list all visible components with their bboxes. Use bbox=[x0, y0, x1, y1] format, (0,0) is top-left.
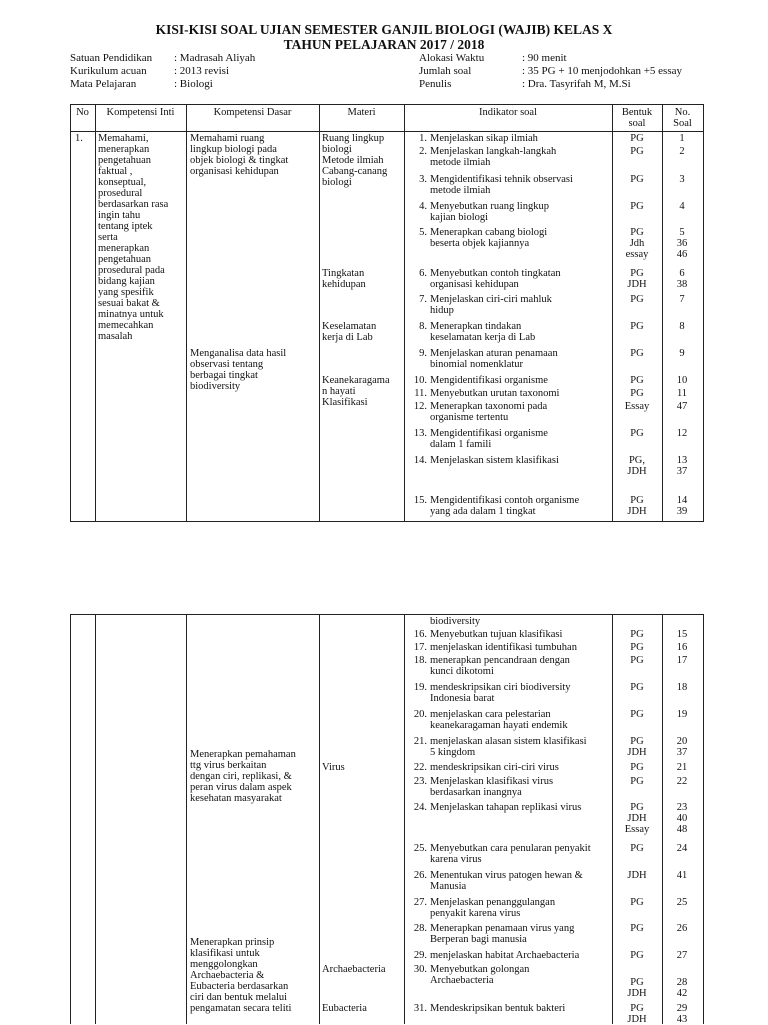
indicator-text: Menerapkan penamaan virus yang Berperan bagi manusia bbox=[430, 923, 575, 945]
bentuk-soal: JDH bbox=[627, 870, 647, 881]
bentuk-soal: PG bbox=[630, 682, 644, 693]
nomor-soal: 10 bbox=[676, 375, 688, 386]
indicator-number: 24. bbox=[413, 802, 427, 813]
indicator-text: Menyebutkan contoh tingkatan organisasi kehidupan bbox=[430, 268, 561, 290]
bentuk-soal: PG bbox=[630, 174, 644, 185]
nomor-soal: 8 bbox=[679, 321, 685, 332]
indicator-number: 5. bbox=[419, 227, 427, 238]
header-no-soal: No. Soal bbox=[673, 107, 692, 129]
info-label-jumlah: Jumlah soal bbox=[419, 65, 472, 77]
bentuk-soal: PG bbox=[630, 375, 644, 386]
nomor-soal: 22 bbox=[676, 776, 688, 787]
indicator-continuation: biodiversity bbox=[430, 616, 481, 627]
nomor-soal: 21 bbox=[676, 762, 688, 773]
nomor-soal: 13 37 bbox=[676, 455, 688, 477]
nomor-soal: 25 bbox=[676, 897, 688, 908]
indicator-number: 29. bbox=[413, 950, 427, 961]
bentuk-soal: Essay bbox=[624, 401, 650, 412]
bentuk-soal: PG bbox=[630, 897, 644, 908]
nomor-soal: 1 bbox=[679, 133, 685, 144]
bentuk-soal: PG bbox=[630, 388, 644, 399]
indicator-text: Menyebutkan ruang lingkup kajian biologi bbox=[430, 201, 549, 223]
indicator-text: mendeskripsikan ciri biodiversity Indonesia barat bbox=[430, 682, 571, 704]
nomor-soal: 24 bbox=[676, 843, 688, 854]
bentuk-soal: PG JDH bbox=[627, 736, 647, 758]
indicator-text: mendeskripsikan ciri-ciri virus bbox=[430, 762, 559, 773]
header-materi: Materi bbox=[347, 107, 376, 118]
materi-eubacteria: Eubacteria bbox=[322, 1003, 367, 1014]
indicator-text: menjelaskan cara pelestarian keanekaragaman hayati endemik bbox=[430, 709, 568, 731]
indicator-number: 1. bbox=[419, 133, 427, 144]
nomor-soal: 3 bbox=[679, 174, 685, 185]
bentuk-soal: PG bbox=[630, 294, 644, 305]
bentuk-soal: PG JDH bbox=[627, 977, 647, 999]
bentuk-soal: PG bbox=[630, 428, 644, 439]
materi-ruang-lingkup: Ruang lingkup biologi Metode ilmiah Cabang-canang biologi bbox=[322, 133, 388, 188]
bentuk-soal: PG bbox=[630, 655, 644, 666]
materi-tingkatan: Tingkatan kehidupan bbox=[322, 268, 366, 290]
indicator-number: 13. bbox=[413, 428, 427, 439]
info-value-penulis: : Dra. Tasyrifah M, M.Si bbox=[522, 78, 631, 90]
indicator-text: Menjelaskan sistem klasifikasi bbox=[430, 455, 559, 466]
info-value-jumlah: : 35 PG + 10 menjodohkan +5 essay bbox=[522, 65, 682, 77]
indicator-text: Menyebutkan urutan taxonomi bbox=[430, 388, 560, 399]
indicator-text: Menjelaskan tahapan replikasi virus bbox=[430, 802, 582, 813]
bentuk-soal: PG bbox=[630, 776, 644, 787]
indicator-text: Menjelaskan sikap ilmiah bbox=[430, 133, 538, 144]
nomor-soal: 23 40 48 bbox=[676, 802, 688, 835]
bentuk-soal: PG JDH Essay bbox=[624, 802, 650, 835]
indicator-number: 20. bbox=[413, 709, 427, 720]
bentuk-soal: PG bbox=[630, 133, 644, 144]
bentuk-soal: PG bbox=[630, 321, 644, 332]
bentuk-soal: PG, JDH bbox=[627, 455, 647, 477]
indicator-text: Mengidentifikasi organisme dalam 1 famili bbox=[430, 428, 548, 450]
indicator-text: menerapkan pencandraan dengan kunci dikotomi bbox=[430, 655, 570, 677]
info-label-satuan: Satuan Pendidikan bbox=[70, 52, 153, 64]
nomor-soal: 19 bbox=[676, 709, 688, 720]
indicator-text: Menjelaskan langkah-langkah metode ilmiah bbox=[430, 146, 557, 168]
nomor-soal: 6 38 bbox=[676, 268, 688, 290]
bentuk-soal: PG bbox=[630, 348, 644, 359]
nomor-soal: 15 bbox=[676, 629, 688, 640]
document-subtitle: TAHUN PELAJARAN 2017 / 2018 bbox=[283, 37, 485, 52]
kompetensi-dasar-2: Menganalisa data hasil observasi tentang berbagai tingkat biodiversity bbox=[190, 348, 287, 392]
bentuk-soal: PG bbox=[630, 709, 644, 720]
header-no: No bbox=[76, 107, 89, 118]
indicator-number: 9. bbox=[419, 348, 427, 359]
indicator-number: 27. bbox=[413, 897, 427, 908]
indicator-number: 23. bbox=[413, 776, 427, 787]
indicator-number: 6. bbox=[419, 268, 427, 279]
indicator-number: 30. bbox=[413, 964, 427, 975]
kompetensi-dasar-3: Menerapkan pemahaman ttg virus berkaitan dengan ciri, replikasi, & peran virus dalam aspek kesehatan masyarakat bbox=[190, 749, 296, 804]
indicator-number: 10. bbox=[413, 375, 427, 386]
bentuk-soal: PG bbox=[630, 923, 644, 934]
nomor-soal: 9 bbox=[679, 348, 685, 359]
header-indikator: Indikator soal bbox=[478, 107, 538, 118]
indicator-text: Menjelaskan ciri-ciri mahluk hidup bbox=[430, 294, 552, 316]
bentuk-soal: PG bbox=[630, 950, 644, 961]
info-value-mapel: : Biologi bbox=[174, 78, 213, 90]
indicator-number: 4. bbox=[419, 201, 427, 212]
indicator-number: 26. bbox=[413, 870, 427, 881]
indicator-number: 7. bbox=[419, 294, 427, 305]
indicator-text: Menerapkan taxonomi pada organisme tertentu bbox=[430, 401, 548, 423]
nomor-soal: 18 bbox=[676, 682, 688, 693]
nomor-soal: 41 bbox=[676, 870, 688, 881]
nomor-soal: 47 bbox=[676, 401, 688, 412]
bentuk-soal: PG bbox=[630, 629, 644, 640]
indicator-text: Mengidentifikasi tehnik observasi metode ilmiah bbox=[430, 174, 573, 196]
bentuk-soal: PG JDH bbox=[627, 268, 647, 290]
indicator-number: 19. bbox=[413, 682, 427, 693]
info-label-mapel: Mata Pelajaran bbox=[70, 78, 137, 90]
indicator-text: Mengidentifikasi contoh organisme yang ada dalam 1 tingkat bbox=[430, 495, 580, 517]
indicator-number: 12. bbox=[413, 401, 427, 412]
bentuk-soal: PG bbox=[630, 762, 644, 773]
nomor-soal: 12 bbox=[676, 428, 688, 439]
info-value-kurikulum: : 2013 revisi bbox=[174, 65, 229, 77]
bentuk-soal: PG bbox=[630, 642, 644, 653]
indicator-text: Menerapkan tindakan keselamatan kerja di Lab bbox=[430, 321, 536, 343]
nomor-soal: 17 bbox=[676, 655, 688, 666]
nomor-soal: 16 bbox=[676, 642, 688, 653]
indicator-number: 14. bbox=[413, 455, 427, 466]
indicator-number: 8. bbox=[419, 321, 427, 332]
indicator-number: 3. bbox=[419, 174, 427, 185]
indicator-text: menjelaskan habitat Archaebacteria bbox=[430, 950, 580, 961]
materi-archaebacteria: Archaebacteria bbox=[322, 964, 386, 975]
bentuk-soal: PG JDH bbox=[627, 1003, 647, 1025]
indicator-text: Menyebutkan golongan Archaebacteria bbox=[430, 964, 530, 986]
nomor-soal: 11 bbox=[676, 388, 688, 399]
kompetensi-dasar-4: Menerapkan prinsip klasifikasi untuk menggolongkan Archaebacteria & Eubacteria berdasarkan ciri dan bentuk melalui pengamatan secara teliti bbox=[190, 937, 292, 1014]
nomor-soal: 26 bbox=[676, 923, 688, 934]
bentuk-soal: PG bbox=[630, 201, 644, 212]
kompetensi-dasar-1: Memahami ruang lingkup biologi pada objek biologi & tingkat organisasi kehidupan bbox=[190, 133, 289, 177]
indicator-text: Menjelaskan aturan penamaan binomial nomenklatur bbox=[430, 348, 558, 370]
indicator-number: 28. bbox=[413, 923, 427, 934]
nomor-soal: 28 42 bbox=[676, 977, 688, 999]
nomor-soal: 20 37 bbox=[676, 736, 688, 758]
info-value-alokasi: : 90 menit bbox=[522, 52, 567, 64]
indicator-text: Menjelaskan penanggulangan penyakit karena virus bbox=[430, 897, 556, 919]
header-kompetensi-dasar: Kompetensi Dasar bbox=[213, 107, 292, 118]
indicator-text: Menerapkan cabang biologi beserta objek kajiannya bbox=[430, 227, 548, 249]
nomor-soal: 4 bbox=[679, 201, 685, 212]
indicator-text: Mengidentifikasi organisme bbox=[430, 375, 548, 386]
indicator-number: 15. bbox=[413, 495, 427, 506]
header-bentuk-soal: Bentuk soal bbox=[621, 107, 653, 129]
info-label-penulis: Penulis bbox=[419, 78, 452, 90]
bentuk-soal: PG bbox=[630, 843, 644, 854]
bentuk-soal: PG JDH bbox=[627, 495, 647, 517]
info-label-alokasi: Alokasi Waktu bbox=[419, 52, 485, 64]
indicator-text: Menyebutkan tujuan klasifikasi bbox=[430, 629, 563, 640]
indicator-text: Mendeskripsikan bentuk bakteri bbox=[430, 1003, 566, 1014]
indicator-text: menjelaskan identifikasi tumbuhan bbox=[430, 642, 577, 653]
document-title: KISI-KISI SOAL UJIAN SEMESTER GANJIL BIOLOGI (WAJIB) KELAS X bbox=[155, 22, 613, 37]
nomor-soal: 29 43 bbox=[676, 1003, 688, 1025]
nomor-soal: 14 39 bbox=[676, 495, 688, 517]
info-label-kurikulum: Kurikulum acuan bbox=[70, 65, 147, 77]
indicator-number: 31. bbox=[413, 1003, 427, 1014]
indicator-number: 17. bbox=[413, 642, 427, 653]
kompetensi-inti-text: Memahami, menerapkan pengetahuan faktual , konseptual, prosedural berdasarkan rasa ingin tahu tentang iptek serta menerapkan pengetahuan prosedural pada bidang kajian yang spesifik sesuai bakat & minatnya untuk memecahkan masalah bbox=[98, 133, 169, 342]
indicator-text: Menentukan virus patogen hewan & Manusia bbox=[430, 870, 583, 892]
indicator-text: Menjelaskan klasifikasi virus berdasarkan inangnya bbox=[430, 776, 554, 798]
bentuk-soal: PG bbox=[630, 146, 644, 157]
materi-keselamatan: Keselamatan kerja di Lab bbox=[322, 321, 377, 343]
indicator-number: 25. bbox=[413, 843, 427, 854]
materi-virus: Virus bbox=[322, 762, 345, 773]
nomor-soal: 5 36 46 bbox=[676, 227, 688, 260]
materi-keanekaragaman: Keanekaragama n hayati Klasifikasi bbox=[322, 375, 390, 408]
nomor-soal: 2 bbox=[679, 146, 685, 157]
header-kompetensi-inti: Kompetensi Inti bbox=[106, 107, 175, 118]
indicator-number: 11. bbox=[414, 388, 427, 399]
indicator-number: 2. bbox=[419, 146, 427, 157]
indicator-text: menjelaskan alasan sistem klasifikasi 5 kingdom bbox=[430, 736, 587, 758]
row-number: 1. bbox=[75, 133, 83, 144]
bentuk-soal: PG Jdh essay bbox=[625, 227, 649, 260]
indicator-number: 21. bbox=[413, 736, 427, 747]
nomor-soal: 7 bbox=[679, 294, 685, 305]
indicator-number: 18. bbox=[413, 655, 427, 666]
indicator-text: Menyebutkan cara penularan penyakit karena virus bbox=[430, 843, 591, 865]
info-value-satuan: : Madrasah Aliyah bbox=[174, 52, 256, 64]
indicator-number: 22. bbox=[413, 762, 427, 773]
indicator-number: 16. bbox=[413, 629, 427, 640]
nomor-soal: 27 bbox=[676, 950, 688, 961]
